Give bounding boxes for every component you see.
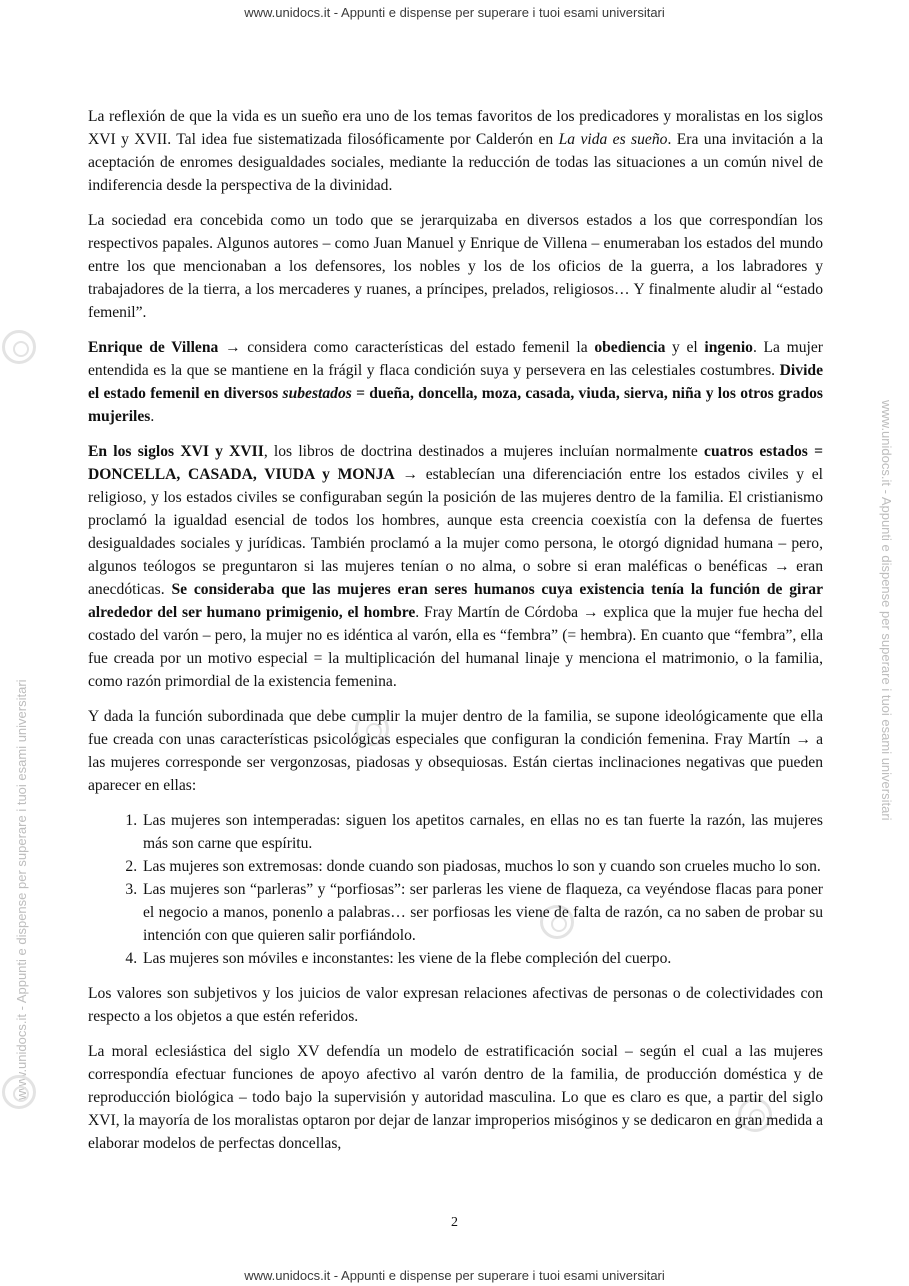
unidocs-logo-icon bbox=[2, 330, 36, 364]
text: → establecían una diferenciación entre los estados civiles y el religioso, y los estados civiles se configuraban según la posición de las mujeres dentro de la familia. El cristianismo proclamó la igualdad esencial de todos los hombres, aunque esta creencia coexistía con la defensa de fuertes desigualdades sociales y jurídicas. También proclamó a la mujer como persona, le otorgó dignidad humana – pero, algunos teólogos se preguntaron si las mujeres tenían o no alma, o sobre si eran maléficas o benéficas → eran anecdóticas. bbox=[88, 466, 824, 598]
paragraph-1 bbox=[88, 105, 823, 197]
watermark-side-left: www.unidocs.it - Appunti e dispense per superare i tuoi esami universitari bbox=[14, 679, 29, 1100]
list-item: 4. Las mujeres son móviles e inconstantes: les viene de la flebe compleción del cuerpo. bbox=[141, 947, 823, 970]
watermark-side-right: www.unidocs.it - Appunti e dispense per superare i tuoi esami universitari bbox=[879, 400, 894, 821]
page-number: 2 bbox=[451, 1215, 458, 1230]
list-item: 1. Las mujeres son intemperadas: siguen los apetitos carnales, en ellas no es tan fuerte la razón, las mujeres más son carne que espíritu. bbox=[141, 809, 823, 855]
paragraph-5: Y dada la función subordinada que debe cumplir la mujer dentro de la familia, se supone ideológicamente que ella fue creada con unas características psicológicas especiales que configuran la condición femenina. Fray Martín → a las mujeres corresponde ser vergonzosas, piadosas y obsequiosas. Están ciertas inclinaciones negativas que pueden aparecer en ellas: bbox=[88, 708, 823, 794]
bold-text: En los siglos XVI y XVII bbox=[88, 443, 264, 460]
unidocs-logo-icon bbox=[2, 1075, 36, 1109]
bold-text: ingenio bbox=[704, 339, 753, 356]
text: , los libros de doctrina destinados a mujeres incluían normalmente bbox=[263, 443, 705, 460]
text: . bbox=[150, 408, 155, 425]
paragraph-2: La sociedad era concebida como un todo que se jerarquizaba en diversos estados a los que correspondían los respectivos papales. Algunos autores – como Juan Manuel y Enrique de Villena – enumeraban los estados del mundo entre los que mencionaban a los defensores, los nobles y los de los oficios de la guerra, a los labradores y trabajadores de la tierra, a los mercaderes y ruanes, a príncipes, prelados, religiosos… Y finalmente aludir al “estado femenil”. bbox=[88, 212, 823, 321]
list-item: 2. Las mujeres son extremosas: donde cuando son piadosas, muchos lo son y cuando son crueles mucho lo son. bbox=[141, 855, 823, 878]
text: → considera como características del estado femenil la bbox=[218, 339, 595, 356]
text: . Era una invitación a la aceptación de enromes desigualdades sociales, mediante la reducción de todas las situaciones a un común nivel de indiferencia desde la perspectiva de la divinidad. bbox=[88, 131, 823, 194]
paragraph-3 bbox=[88, 336, 823, 428]
text: y el bbox=[665, 339, 705, 356]
text: . Fray Martín de Córdoba → explica que la mujer fue hecha del costado del varón – pero, la mujer no es idéntica al varón, ella es “fembra” (= hembra). En cuanto que “fembra”, ella fue creada por un motivo especial = la multiplicación del humanal linaje y menciona el matrimonio, o la familia, como razón primordial de la existencia femenina. bbox=[88, 604, 823, 690]
bold-text: Divide el estado femenil en diversos bbox=[88, 362, 823, 402]
work-title: La vida es sueño bbox=[558, 131, 668, 148]
bold-text: cuatros estados = DONCELLA, CASADA, VIUDA y MONJA bbox=[88, 443, 823, 483]
numbered-list bbox=[88, 809, 823, 970]
list-item: 3. Las mujeres son “parleras” y “porfiosas”: ser parleras les viene de flaqueza, ca veyéndose flacas para poner el negocio a manos, ponenlo a palabras… ser porfiosas les viene de falta de razón, ca no saben de probar su intención con que quieren salir porfiándolo. bbox=[141, 878, 823, 947]
paragraph-4 bbox=[88, 440, 823, 693]
bold-text: Enrique de Villena bbox=[88, 339, 219, 356]
watermark-banner-bottom: www.unidocs.it - Appunti e dispense per superare i tuoi esami universitari bbox=[244, 1268, 665, 1283]
bold-text: Se consideraba que las mujeres eran seres humanos cuya existencia tenía la función de girar alrededor del ser humano primigenio, el hombre bbox=[88, 581, 824, 621]
bold-italic-text: subestados bbox=[282, 385, 352, 402]
text: La reflexión de que la vida es un sueño era uno de los temas favoritos de los predicadores y moralistas en los siglos XVI y XVII. Tal idea fue sistematizada filosóficamente por Calderón en bbox=[88, 108, 823, 148]
bold-text: obediencia bbox=[594, 339, 666, 356]
text: . La mujer entendida es la que se mantiene en la frágil y flaca condición suya y persevera en las celestiales costumbres. bbox=[88, 339, 823, 379]
paragraph-6: Los valores son subjetivos y los juicios de valor expresan relaciones afectivas de personas o de colectividades con respecto a los objetos a que estén referidos. bbox=[88, 985, 823, 1025]
bold-text: = dueña, doncella, moza, casada, viuda, sierva, niña y los otros grados mujeriles bbox=[88, 385, 823, 425]
paragraph-7: La moral eclesiástica del siglo XV defendía un modelo de estratificación social – según el cual a las mujeres correspondía efectuar funciones de apoyo afectivo al varón dentro de la familia, de producción doméstica y de reproducción biológica – todo bajo la supervisión y autoridad masculina. Lo que es claro es que, a partir del siglo XVI, la mayoría de los moralistas optaron por dejar de lanzar improperios misóginos y se dedicaron en gran medida a elaborar modelos de perfectas doncellas, bbox=[88, 1043, 823, 1152]
watermark-banner-top: www.unidocs.it - Appunti e dispense per superare i tuoi esami universitari bbox=[244, 5, 665, 20]
document-body bbox=[88, 105, 823, 1167]
